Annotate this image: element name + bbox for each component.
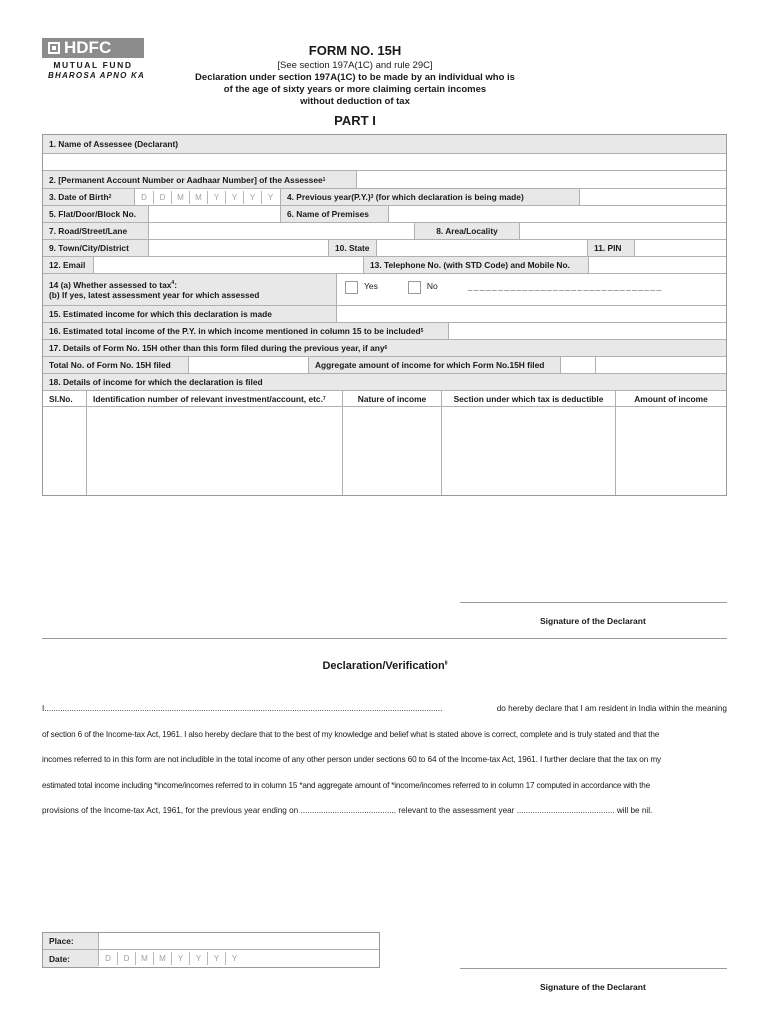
label-14a-colon: : bbox=[174, 279, 177, 290]
decl-line-5-b: relevant to the assessment year bbox=[398, 806, 515, 815]
assessment-year-decl-input[interactable]: ........................................... bbox=[516, 806, 615, 815]
label-assessed bbox=[43, 274, 336, 305]
th-amount: Amount of income bbox=[634, 393, 708, 404]
date-digit-box[interactable]: D bbox=[105, 953, 111, 963]
decl-line-2: of section 6 of the Income-tax Act, 1961. I also hereby declare that to the best of my knowledge and belief what is stated above is correct, complete and is truly stated and that the bbox=[42, 729, 660, 739]
date-digit-box[interactable]: Y bbox=[207, 191, 225, 204]
td-slno[interactable] bbox=[43, 407, 87, 495]
td-section[interactable] bbox=[442, 407, 616, 495]
decl-line-1 bbox=[42, 696, 727, 722]
sup-6: 6 bbox=[384, 345, 388, 351]
row-town bbox=[43, 240, 726, 257]
sup-2: 2 bbox=[108, 194, 112, 200]
label-16-text: 16. Estimated total income of the P.Y. in which income mentioned in column 15 to be included bbox=[49, 326, 421, 336]
desc-line-2: of the age of sixty years or more claiming certain incomes bbox=[223, 84, 487, 95]
label-17-text: 17. Details of Form No. 15H other than this form filed during the previous year, if any bbox=[49, 343, 385, 353]
row-assessed bbox=[43, 274, 726, 306]
label-income-details: 18. Details of income for which the declaration is filed bbox=[49, 377, 263, 387]
desc-line-1: Declaration under section 197A(1C) to be made by an individual who is bbox=[195, 72, 515, 83]
row-road bbox=[43, 223, 726, 240]
date-digit-box[interactable]: Y bbox=[225, 952, 243, 965]
date-digit-box[interactable]: D bbox=[153, 191, 171, 204]
date-digit-box[interactable]: M bbox=[135, 952, 153, 965]
pan-input[interactable] bbox=[356, 171, 726, 188]
form-title: FORM NO. 15H bbox=[308, 43, 402, 58]
hdfc-logo bbox=[42, 38, 144, 58]
row-place bbox=[43, 933, 379, 950]
row-other-forms-values bbox=[43, 357, 726, 374]
logo-square-icon bbox=[48, 42, 60, 54]
decl-line-5-a: provisions of the Income-tax Act, 1961, for the previous year ending on bbox=[42, 806, 299, 815]
town-input[interactable] bbox=[148, 240, 328, 256]
decl-line-4: estimated total income including *income/incomes referred to in column 15 *and aggregate amount of *income/incomes referred to in column 17 computed in accordance with the bbox=[42, 780, 650, 790]
label-place: Place: bbox=[43, 933, 98, 949]
label-total-forms: Total No. of Form No. 15H filed bbox=[43, 357, 188, 373]
name-input[interactable] bbox=[43, 154, 726, 171]
no-label: No bbox=[426, 281, 438, 291]
date-digit-box[interactable]: Y bbox=[189, 952, 207, 965]
date-digit-box[interactable]: M bbox=[189, 191, 207, 204]
date-input[interactable] bbox=[98, 950, 244, 966]
sup-7: 7 bbox=[322, 395, 326, 402]
aggregate-input[interactable] bbox=[560, 357, 595, 373]
label-assessed-b: (b) If yes, latest assessment year for which assessed bbox=[49, 290, 260, 301]
row-income-details bbox=[43, 374, 726, 391]
row-email bbox=[43, 257, 726, 274]
label-email: 12. Email bbox=[43, 257, 93, 273]
total-forms-input[interactable] bbox=[188, 357, 308, 373]
date-digit-box[interactable]: D bbox=[117, 952, 135, 965]
no-checkbox[interactable] bbox=[408, 281, 421, 294]
signature-label-2: Signature of the Declarant bbox=[540, 982, 646, 992]
assessment-year-input[interactable]: _ _ _ _ _ _ _ _ _ _ _ _ _ _ _ _ _ _ _ _ _ _ _ _ _ _ _ _ _ _ _ _ bbox=[467, 281, 661, 291]
sup-1: 1 bbox=[322, 176, 326, 183]
label-town: 9. Town/City/District bbox=[43, 240, 148, 256]
date-digit-box[interactable]: Y bbox=[207, 952, 225, 965]
email-input[interactable] bbox=[93, 257, 363, 273]
label-py-rest: (for which declaration is being made) bbox=[375, 192, 524, 202]
signature-line-2 bbox=[460, 968, 727, 969]
label-14a-text: 14 (a) Whether assessed to tax bbox=[49, 279, 172, 290]
pin-input[interactable] bbox=[634, 240, 726, 256]
label-premises: 6. Name of Premises bbox=[280, 206, 388, 222]
yes-checkbox[interactable] bbox=[345, 281, 358, 294]
th-identification-text: Identification number of relevant investment/account, etc. bbox=[93, 393, 323, 404]
label-state: 10. State bbox=[328, 240, 376, 256]
place-input[interactable] bbox=[98, 933, 379, 949]
row-name-label bbox=[43, 135, 726, 154]
td-identification[interactable] bbox=[87, 407, 343, 495]
logo-brand: HDFC bbox=[64, 38, 112, 57]
form-part-1 bbox=[42, 134, 727, 496]
label-dob-text: 3. Date of Birth bbox=[49, 192, 109, 202]
label-assessed-a bbox=[49, 278, 177, 291]
label-pin: 11. PIN bbox=[587, 240, 634, 256]
label-road: 7. Road/Street/Lane bbox=[43, 223, 148, 239]
decl-line-5-c: will be nil. bbox=[616, 806, 653, 815]
date-digit-box[interactable]: M bbox=[153, 952, 171, 965]
flat-input[interactable] bbox=[148, 206, 280, 222]
th-identification bbox=[87, 391, 343, 406]
label-py-text: 4. Previous year(P.Y.) bbox=[287, 192, 371, 202]
row-dob bbox=[43, 189, 726, 206]
income-table-header bbox=[43, 391, 726, 407]
row-date bbox=[43, 950, 379, 967]
signature-label-1: Signature of the Declarant bbox=[540, 616, 646, 626]
assessed-options bbox=[336, 274, 726, 305]
label-total-income bbox=[43, 323, 448, 339]
date-digit-box[interactable]: Y bbox=[261, 191, 279, 204]
state-input[interactable] bbox=[376, 240, 587, 256]
part-title: PART I bbox=[334, 113, 376, 128]
sup-8: 8 bbox=[444, 660, 448, 667]
decl-line-1-end: do hereby declare that I am resident in India within the meaning bbox=[496, 704, 727, 713]
sup-5: 5 bbox=[420, 328, 424, 334]
row-total-income bbox=[43, 323, 726, 340]
declaration-title-text: Declaration/Verification bbox=[322, 660, 445, 672]
estimated-income-input[interactable] bbox=[336, 306, 726, 322]
date-digit-box[interactable]: Y bbox=[171, 952, 189, 965]
label-area: 8. Area/Locality bbox=[414, 223, 519, 239]
label-estimated-income: 15. Estimated income for which this declaration is made bbox=[43, 306, 336, 322]
date-digit-box[interactable]: D bbox=[141, 192, 147, 202]
label-flat: 5. Flat/Door/Block No. bbox=[43, 206, 148, 222]
yes-label: Yes bbox=[364, 281, 378, 291]
declarant-name-input[interactable]: ............................................................................................................................................................................... bbox=[44, 704, 443, 713]
label-name-of-assessee: 1. Name of Assessee (Declarant) bbox=[49, 139, 179, 149]
previous-year-ending-input[interactable]: .......................................... bbox=[300, 806, 397, 815]
label-previous-year bbox=[280, 189, 579, 205]
sup-3: 3 bbox=[370, 194, 374, 200]
label-telephone: 13. Telephone No. (with STD Code) and Mobile No. bbox=[363, 257, 588, 273]
total-income-input[interactable] bbox=[448, 323, 726, 339]
premises-input[interactable] bbox=[388, 206, 726, 222]
telephone-input[interactable] bbox=[588, 257, 726, 273]
td-amount[interactable] bbox=[616, 407, 726, 495]
date-digit-box[interactable]: M bbox=[171, 191, 189, 204]
signature-line-1 bbox=[460, 602, 727, 603]
label-other-forms bbox=[43, 340, 393, 356]
previous-year-input[interactable] bbox=[579, 189, 726, 205]
row-flat bbox=[43, 206, 726, 223]
th-slno: Sl.No. bbox=[43, 391, 87, 406]
label-date: Date: bbox=[43, 950, 98, 967]
declaration-title bbox=[0, 660, 770, 672]
decl-line-5 bbox=[42, 798, 727, 824]
logo-mutual-fund: MUTUAL FUND bbox=[53, 60, 133, 70]
decl-line-3: incomes referred to in this form are not includible in the total income of any other person under sections 60 to 64 of the Income-tax Act, 1961. I further declare that the tax on my bbox=[42, 755, 662, 764]
label-pan-text: 2. [Permanent Account Number or Aadhaar Number] of the Assessee bbox=[49, 174, 323, 185]
label-pan bbox=[43, 171, 356, 188]
td-nature[interactable] bbox=[343, 407, 442, 495]
logo-tagline: BHAROSA APNO KA bbox=[48, 71, 145, 80]
declaration-text bbox=[42, 696, 727, 824]
form-reference: [See section 197A(1C) and rule 29C] bbox=[277, 60, 433, 71]
th-section: Section under which tax is deductible bbox=[442, 391, 616, 406]
date-digit-box[interactable]: Y bbox=[225, 191, 243, 204]
th-nature: Nature of income bbox=[343, 391, 442, 406]
sup-4: 4 bbox=[171, 279, 175, 286]
label-aggregate: Aggregate amount of income for which Form No.15H filed bbox=[308, 357, 560, 373]
label-dob bbox=[43, 189, 134, 205]
divider bbox=[42, 638, 727, 639]
form-description bbox=[150, 72, 560, 108]
income-table-body bbox=[43, 407, 726, 495]
desc-line-3: without deduction of tax bbox=[300, 96, 410, 107]
row-estimated-income bbox=[43, 306, 726, 323]
row-other-forms bbox=[43, 340, 726, 357]
date-digit-box[interactable]: Y bbox=[243, 191, 261, 204]
decl-i: I bbox=[42, 704, 45, 713]
area-input[interactable] bbox=[519, 223, 726, 239]
place-date-table bbox=[42, 932, 380, 968]
dob-input[interactable] bbox=[134, 189, 280, 205]
blank-cell bbox=[595, 357, 726, 373]
road-input[interactable] bbox=[148, 223, 414, 239]
row-pan bbox=[43, 171, 726, 189]
